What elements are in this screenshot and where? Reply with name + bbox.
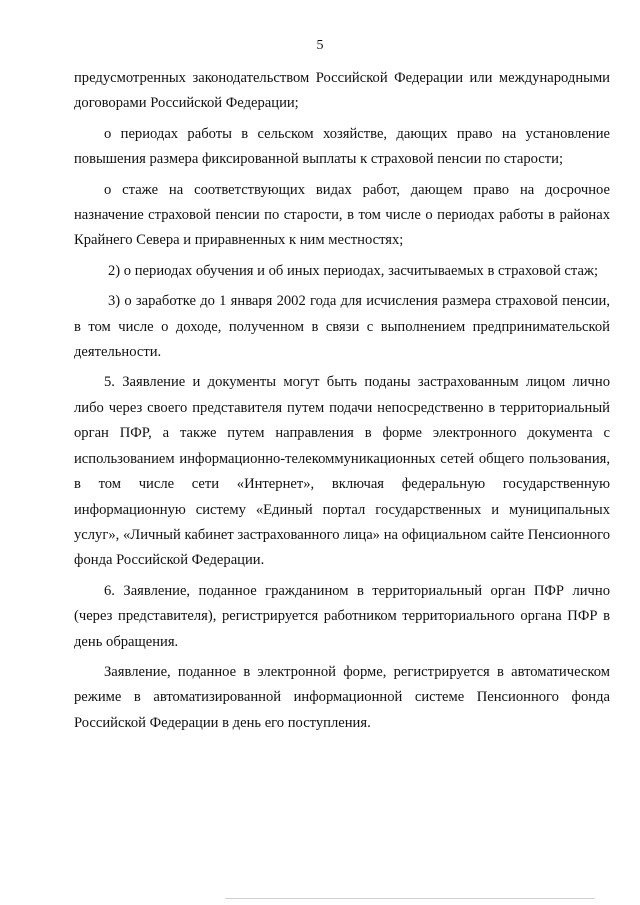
- paragraph-2: о периодах работы в сельском хозяйстве, дающих право на установление повышения размера фиксированной выплаты к страховой пенсии по старости;: [74, 125, 610, 168]
- document-body: [74, 66, 610, 741]
- scan-edge-line: [225, 898, 595, 899]
- paragraph-8: Заявление, поданное в электронной форме, регистрируется в автоматическом режиме в автоматизированной информационной системе Пенсионного фонда Российской Федерации в день его поступления.: [74, 663, 610, 731]
- paragraph-6: 5. Заявление и документы могут быть поданы застрахованным лицом лично либо через своего представителя путем подачи непосредственно в территориальный орган ПФР, а также путем направления в форме электронного документа с использованием информационно-телекоммуникационных сетей общего пользования, в том числе сети «Интернет», включая федеральную государственную информационную систему «Единый портал государственных и муниципальных услуг», «Личный кабинет застрахованного лица» на официальном сайте Пенсионного фонда Российской Федерации.: [74, 374, 610, 569]
- paragraph-5: 3) о заработке до 1 января 2002 года для исчисления размера страховой пенсии, в том числе о доходе, полученном в связи с выполнением предпринимательской деятельности.: [74, 293, 610, 361]
- paragraph-7: 6. Заявление, поданное гражданином в территориальный орган ПФР лично (через представителя), регистрируется работником территориального органа ПФР в день обращения.: [74, 582, 610, 650]
- paragraph-4: 2) о периодах обучения и об иных периодах, засчитываемых в страховой стаж;: [108, 262, 599, 279]
- paragraph-1: предусмотренных законодательством Российской Федерации или международными договорами Российской Федерации;: [74, 70, 610, 112]
- paragraph-3: о стаже на соответствующих видах работ, дающем право на досрочное назначение страховой пенсии по старости, в том числе о периодах работы в районах Крайнего Севера и приравненных к ним местностях;: [74, 181, 610, 249]
- page-number: 5: [316, 38, 324, 53]
